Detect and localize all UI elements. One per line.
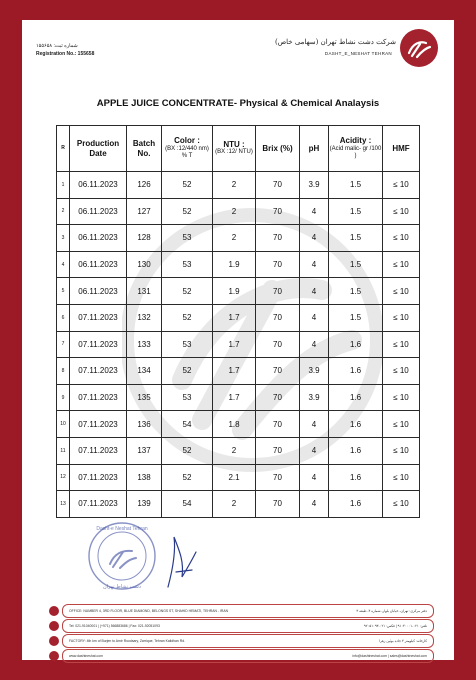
table-cell: 1.5 [329, 251, 383, 278]
table-cell: 4 [300, 198, 329, 225]
table-cell: 1.8 [213, 411, 256, 438]
table-row [57, 464, 420, 491]
table-cell: 70 [256, 384, 300, 411]
table-cell: 53 [162, 331, 213, 358]
column-header [162, 126, 213, 172]
table-cell: 54 [162, 411, 213, 438]
table-cell: ≤ 10 [383, 278, 420, 305]
column-header-sublabel: (BX :12/ NTU) [215, 149, 253, 156]
table-cell: ≤ 10 [383, 491, 420, 518]
column-header-label: NTU : [223, 140, 245, 150]
table-cell: 1.6 [329, 358, 383, 385]
table-cell: 7 [57, 331, 70, 358]
table-cell: 4 [57, 251, 70, 278]
registration-number-fa: شماره ثبت: ۱۵۵۶۵۸ [36, 43, 78, 49]
table-cell: 70 [256, 411, 300, 438]
table-row [57, 251, 420, 278]
table-cell: 4 [300, 464, 329, 491]
footer-text-fa: info@dashtneshat.com | sales@dashtneshat.com [352, 654, 427, 658]
column-header [213, 126, 256, 172]
column-header-label: HMF [392, 143, 410, 153]
company-stamp-icon [86, 520, 158, 592]
table-cell: 2 [213, 437, 256, 464]
table-cell: 4 [300, 304, 329, 331]
table-row [57, 358, 420, 385]
table-cell: 1.6 [329, 331, 383, 358]
footer-text-en: FACTORY: 4th km of Burjen to Amir Roodsary, Zarrique, Tehran Kalidhan Rd. [69, 639, 186, 643]
table-cell: 1.7 [213, 384, 256, 411]
table-cell: 4 [300, 411, 329, 438]
table-cell: 127 [127, 198, 162, 225]
table-cell: 126 [127, 172, 162, 199]
table-body [57, 172, 420, 518]
table-cell: 1.5 [329, 278, 383, 305]
footer-text-en: www.dashtneshat.com [69, 654, 103, 658]
table-cell: 133 [127, 331, 162, 358]
table-cell: 11 [57, 437, 70, 464]
table-cell: 70 [256, 464, 300, 491]
table-cell: 6 [57, 304, 70, 331]
table-row [57, 411, 420, 438]
table-row [57, 172, 420, 199]
table-cell: 70 [256, 225, 300, 252]
table-cell: 131 [127, 278, 162, 305]
table-cell: 52 [162, 464, 213, 491]
table-cell: 1.7 [213, 331, 256, 358]
table-cell: 2 [213, 491, 256, 518]
document-title: APPLE JUICE CONCENTRATE- Physical & Chemical Analaysis [96, 98, 380, 109]
table-cell: 07.11.2023 [70, 384, 127, 411]
table-cell: ≤ 10 [383, 384, 420, 411]
table-cell: 2 [213, 225, 256, 252]
table-cell: 5 [57, 278, 70, 305]
table-row [57, 491, 420, 518]
table-row [57, 304, 420, 331]
table-cell: ≤ 10 [383, 411, 420, 438]
footer-text-en: OFFICE: NUMBER 4, 3RD FLOOR, BLUE DIAMOND, BELONGS ST, SHAHID HEMATI, TEHRAN - IRAN [69, 609, 229, 613]
column-header-label: Color : [174, 136, 200, 146]
table-cell: 8 [57, 358, 70, 385]
column-header [57, 126, 70, 172]
table-cell: 1.7 [213, 304, 256, 331]
table-cell: 54 [162, 491, 213, 518]
table-cell: 9 [57, 384, 70, 411]
stamp-text-en: Dasht-e Neshat Tehran [96, 526, 148, 532]
table-cell: 1.6 [329, 437, 383, 464]
table-cell: 52 [162, 172, 213, 199]
table-row [57, 331, 420, 358]
table-cell: 4 [300, 491, 329, 518]
column-header [329, 126, 383, 172]
table-cell: 3 [57, 225, 70, 252]
table-cell: 3.9 [300, 384, 329, 411]
table-cell: 4 [300, 437, 329, 464]
table-cell: 07.11.2023 [70, 358, 127, 385]
footer-address-line [62, 604, 434, 618]
table-cell: 1 [57, 172, 70, 199]
column-header [256, 126, 300, 172]
table-cell: 138 [127, 464, 162, 491]
table-cell: ≤ 10 [383, 198, 420, 225]
table-cell: 06.11.2023 [70, 172, 127, 199]
table-cell: 1.7 [213, 358, 256, 385]
table-cell: 07.11.2023 [70, 331, 127, 358]
column-header-sublabel: (Acid malic- gr /100 ) [329, 145, 382, 160]
footer-text-fa: کارخانه: کیلومتر ۴ جاده بوئین زهرا [379, 639, 427, 643]
table-cell: 70 [256, 491, 300, 518]
column-header-label: Production Date [76, 139, 120, 158]
column-header [70, 126, 127, 172]
table-cell: 3.9 [300, 358, 329, 385]
table-cell: ≤ 10 [383, 225, 420, 252]
table-cell: 06.11.2023 [70, 198, 127, 225]
column-header [127, 126, 162, 172]
table-row [57, 225, 420, 252]
column-header-label: Acidity : [339, 136, 372, 146]
table-cell: 70 [256, 304, 300, 331]
table-row [57, 384, 420, 411]
table-cell: 1.6 [329, 411, 383, 438]
table-cell: ≤ 10 [383, 331, 420, 358]
table-header-row [57, 126, 420, 172]
footer-text-fa: تلفن: ۰۲۱-۹۱۰۴۰۰۰۱ | فکس: ۰۲۱-۹۲۰۵۱۰۹۳ [363, 624, 427, 628]
table-cell: 1.9 [213, 278, 256, 305]
table-cell: 06.11.2023 [70, 251, 127, 278]
company-logo-icon [400, 29, 438, 67]
table-cell: 53 [162, 384, 213, 411]
column-header-label: Brix (%) [262, 143, 293, 153]
footer-phone-line [62, 619, 434, 633]
table-row [57, 437, 420, 464]
column-header-label: R [61, 144, 65, 151]
table-row [57, 198, 420, 225]
table-cell: 07.11.2023 [70, 411, 127, 438]
table-cell: 2 [213, 198, 256, 225]
table-cell: 70 [256, 251, 300, 278]
column-header [300, 126, 329, 172]
table-cell: 128 [127, 225, 162, 252]
table-cell: 06.11.2023 [70, 225, 127, 252]
table-cell: 1.6 [329, 491, 383, 518]
table-cell: 4 [300, 225, 329, 252]
table-cell: 52 [162, 198, 213, 225]
table-cell: 135 [127, 384, 162, 411]
table-cell: ≤ 10 [383, 251, 420, 278]
location-icon [49, 606, 59, 616]
table-row [57, 278, 420, 305]
table-cell: 52 [162, 304, 213, 331]
table-cell: 07.11.2023 [70, 491, 127, 518]
table-cell: 53 [162, 251, 213, 278]
table-cell: 4 [300, 251, 329, 278]
table-cell: 1.5 [329, 172, 383, 199]
table-cell: 52 [162, 437, 213, 464]
table-cell: 2.1 [213, 464, 256, 491]
table-cell: 70 [256, 437, 300, 464]
table-cell: ≤ 10 [383, 437, 420, 464]
table-cell: 52 [162, 278, 213, 305]
table-cell: 4 [300, 331, 329, 358]
table-cell: 07.11.2023 [70, 304, 127, 331]
column-header [383, 126, 420, 172]
table-cell: 2 [213, 172, 256, 199]
web-icon [49, 651, 59, 661]
table-cell: 70 [256, 358, 300, 385]
document-page [22, 20, 454, 660]
table-cell: 70 [256, 172, 300, 199]
table-cell: 139 [127, 491, 162, 518]
table-cell: 53 [162, 225, 213, 252]
table-cell: 134 [127, 358, 162, 385]
company-name-en: DASHT_E_NESHAT TEHRAN [324, 51, 392, 56]
column-header-label: Batch No. [132, 139, 156, 158]
phone-icon [49, 621, 59, 631]
footer-text-en: Tel: 021-91040001 | (+971) 566883686 | Fax: 021-92051093 [69, 624, 160, 628]
table-cell: ≤ 10 [383, 304, 420, 331]
table-cell: 70 [256, 278, 300, 305]
table-cell: 136 [127, 411, 162, 438]
registration-number-en: Registration No.: 155658 [36, 51, 95, 57]
table-cell: 1.6 [329, 464, 383, 491]
table-cell: 12 [57, 464, 70, 491]
table-cell: 52 [162, 358, 213, 385]
table-cell: 06.11.2023 [70, 278, 127, 305]
company-name-fa: شرکت دشت نشاط تهران (سهامی خاص) [274, 38, 396, 46]
table-cell: 1.5 [329, 198, 383, 225]
analysis-table [56, 125, 420, 518]
table-cell: 10 [57, 411, 70, 438]
table-cell: 132 [127, 304, 162, 331]
stamp-text-fa: دشت نشاط تهران [102, 584, 142, 590]
column-header-label: pH [308, 143, 320, 153]
table-cell: 2 [57, 198, 70, 225]
footer-web-line [62, 649, 434, 663]
factory-icon [49, 636, 59, 646]
table-cell: ≤ 10 [383, 172, 420, 199]
footer-text-fa: دفتر مرکزی: تهران، خیابان بلوار، شماره ۴، طبقه ۳ [356, 609, 427, 613]
table-cell: 07.11.2023 [70, 437, 127, 464]
table-cell: 3.9 [300, 172, 329, 199]
table-cell: 1.9 [213, 251, 256, 278]
table-cell: 4 [300, 278, 329, 305]
column-header-sublabel: (BX :12/440 nm) % T [165, 145, 209, 160]
table-cell: 13 [57, 491, 70, 518]
table-cell: 70 [256, 331, 300, 358]
table-cell: 1.5 [329, 304, 383, 331]
table-cell: 07.11.2023 [70, 464, 127, 491]
table-cell: 130 [127, 251, 162, 278]
footer-factory-line [62, 634, 434, 648]
table-cell: 1.6 [329, 384, 383, 411]
table-cell: 70 [256, 198, 300, 225]
signature-icon [162, 532, 202, 592]
table-cell: 1.5 [329, 225, 383, 252]
table-cell: ≤ 10 [383, 358, 420, 385]
table-cell: ≤ 10 [383, 464, 420, 491]
table-cell: 137 [127, 437, 162, 464]
